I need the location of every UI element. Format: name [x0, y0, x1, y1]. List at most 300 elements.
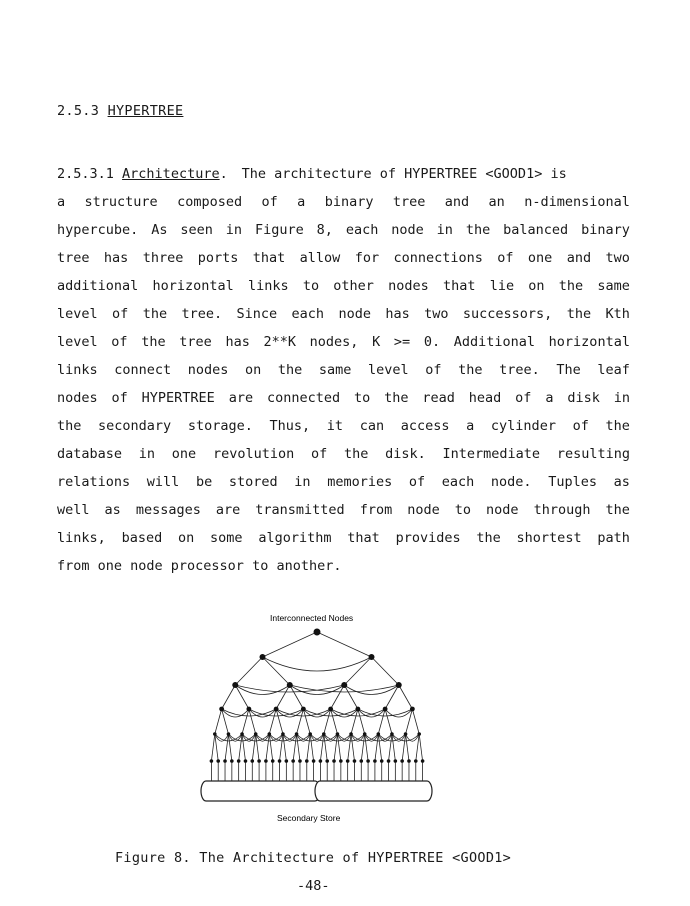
word: the	[343, 446, 369, 462]
tree-node	[383, 707, 388, 712]
tree-node	[336, 732, 340, 736]
tree-link	[348, 734, 351, 761]
word: on	[528, 278, 545, 294]
word: of	[408, 474, 426, 490]
word: an	[488, 194, 505, 210]
word: binary	[324, 194, 374, 210]
word: leaf	[597, 362, 630, 378]
tree-link	[222, 685, 236, 709]
tree-node	[407, 759, 411, 763]
tree-link	[280, 734, 283, 761]
word: of	[497, 250, 514, 266]
word: three	[142, 250, 184, 266]
horizontal-link	[269, 734, 283, 741]
tree-node	[308, 732, 312, 736]
word: has	[385, 306, 410, 322]
tree-node	[244, 759, 248, 763]
paragraph-line-9	[57, 384, 630, 412]
paragraph-line-12	[57, 468, 630, 496]
word: level	[57, 334, 98, 350]
word: tree	[392, 194, 426, 210]
tree-node	[216, 759, 220, 763]
paragraph-line-1-text: The architecture of HYPERTREE <GOOD1> is	[241, 166, 567, 182]
tree-link	[256, 734, 259, 761]
tree-node	[332, 759, 336, 763]
word: the	[458, 362, 483, 378]
word: node	[407, 502, 440, 518]
tree-node	[287, 682, 293, 688]
horizontal-link	[228, 734, 242, 741]
tree-link	[242, 734, 245, 761]
word: for	[354, 250, 380, 266]
tree-node	[404, 732, 408, 736]
disk-left	[201, 781, 320, 801]
word: allow	[299, 250, 341, 266]
word: of	[572, 418, 589, 434]
tree-link	[399, 685, 413, 709]
word: to	[302, 278, 320, 294]
tree-link	[228, 734, 231, 761]
word: node	[391, 222, 424, 238]
word: transmitted	[255, 502, 345, 518]
word: the	[465, 222, 491, 238]
tree-link	[365, 734, 368, 761]
tree-links	[211, 632, 422, 781]
word: the	[142, 306, 168, 322]
secondary-store-disks	[201, 781, 432, 801]
word: Figure	[254, 222, 304, 238]
horizontal-link	[351, 734, 365, 741]
word: connect	[114, 362, 172, 378]
word: binary	[581, 222, 630, 238]
word: a	[545, 390, 554, 406]
word: ports	[197, 250, 239, 266]
word: in	[294, 474, 311, 490]
word: the	[476, 530, 501, 546]
tree-node	[319, 759, 323, 763]
paragraph-line-3	[57, 216, 630, 244]
tree-link	[215, 734, 218, 761]
tree-link	[297, 734, 300, 761]
tree-link	[324, 734, 327, 761]
word: additional	[57, 278, 139, 294]
word: Intermediate	[442, 446, 541, 462]
tree-node	[219, 707, 224, 712]
tree-node	[240, 732, 244, 736]
tree-node	[264, 759, 268, 763]
word: the	[384, 390, 409, 406]
word: be	[195, 474, 213, 490]
word: the	[605, 502, 630, 518]
tree-link	[283, 734, 286, 761]
word: two	[605, 250, 630, 266]
word: well	[57, 502, 90, 518]
word: and	[566, 250, 592, 266]
horizontal-link	[324, 734, 338, 741]
tree-node	[325, 759, 329, 763]
horizontal-link	[283, 734, 297, 741]
word: in	[613, 390, 630, 406]
word: links	[57, 362, 98, 378]
tree-node	[410, 707, 415, 712]
tree-node	[359, 759, 363, 763]
tree-node	[278, 759, 282, 763]
word: horizontal	[548, 334, 630, 350]
paragraph-line-5	[57, 272, 630, 300]
tree-link	[406, 734, 409, 761]
tree-node	[237, 759, 241, 763]
tree-link	[276, 685, 290, 709]
paragraph-line-1: 2.5.3.1 Architecture . The architecture of HYPERTREE <GOOD1> is	[57, 160, 630, 188]
tree-nodes	[210, 629, 425, 763]
body-paragraph	[57, 160, 630, 580]
tree-node	[355, 707, 360, 712]
word: the	[57, 418, 82, 434]
paragraph-line-7	[57, 328, 630, 356]
word: disk	[567, 390, 600, 406]
word: K	[372, 334, 381, 350]
word: on	[245, 362, 262, 378]
tree-link	[337, 734, 340, 761]
word: balanced	[503, 222, 569, 238]
horizontal-link	[392, 734, 406, 741]
section-number: 2.5.3	[57, 103, 100, 119]
tree-node	[387, 759, 391, 763]
paragraph-line-2	[57, 188, 630, 216]
tree-link	[263, 657, 290, 685]
tree-node	[254, 732, 258, 736]
tree-link	[290, 685, 304, 709]
horizontal-link	[290, 685, 345, 695]
word: hypercube.	[57, 222, 139, 238]
tree-link	[310, 734, 313, 761]
word: 8,	[316, 222, 333, 238]
word: nodes	[57, 390, 98, 406]
tree-link	[361, 734, 364, 761]
word: Thus,	[269, 418, 311, 434]
word: are	[215, 502, 241, 518]
word: in	[436, 222, 453, 238]
tree-node	[295, 732, 299, 736]
word: as	[104, 502, 121, 518]
tree-node	[281, 732, 285, 736]
word: that	[252, 250, 286, 266]
word: as	[613, 474, 630, 490]
word: tree	[179, 334, 212, 350]
word: composed	[177, 194, 243, 210]
word: nodes	[388, 278, 429, 294]
horizontal-link	[235, 685, 290, 695]
word: path	[597, 530, 630, 546]
tree-node	[250, 759, 254, 763]
word: a	[57, 194, 66, 210]
tree-node	[271, 759, 275, 763]
word: horizontal	[152, 278, 234, 294]
word: tree	[57, 250, 90, 266]
tree-link	[392, 734, 395, 761]
tree-link	[416, 734, 419, 761]
word: of	[515, 390, 532, 406]
tree-node	[377, 732, 381, 736]
word: other	[333, 278, 374, 294]
word: a	[466, 418, 475, 434]
figure-caption: Figure 8. The Architecture of HYPERTREE <GOOD1>	[115, 850, 512, 866]
tree-link	[375, 734, 378, 761]
word: can	[359, 418, 385, 434]
tree-node	[230, 759, 234, 763]
tree-node	[346, 759, 350, 763]
tree-node	[314, 629, 321, 636]
paragraph-lines	[57, 188, 630, 580]
paragraph-line-10	[57, 412, 630, 440]
tree-link	[412, 709, 419, 734]
tree-node	[396, 682, 402, 688]
tree-node	[322, 732, 326, 736]
paragraph-line-4	[57, 244, 630, 272]
tree-link	[378, 734, 381, 761]
tree-node	[260, 654, 266, 660]
tree-link	[263, 632, 318, 657]
tree-node	[417, 732, 421, 736]
hypertree-figure	[190, 606, 450, 831]
horizontal-link	[310, 734, 324, 741]
paragraph-line-15: from one node processor to another.	[57, 558, 342, 574]
word: access	[400, 418, 450, 434]
tree-link	[239, 734, 242, 761]
tree-link	[351, 734, 354, 761]
tree-node	[223, 759, 227, 763]
word: HYPERTREE	[141, 390, 215, 406]
tree-node	[353, 759, 357, 763]
paragraph-line-14	[57, 524, 630, 552]
tree-node	[210, 759, 214, 763]
word: The	[556, 362, 581, 378]
word: Kth	[605, 306, 630, 322]
word: lie	[489, 278, 515, 294]
tree-node	[341, 682, 347, 688]
paragraph-line-6	[57, 300, 630, 328]
word: storage.	[187, 418, 253, 434]
tree-node	[400, 759, 404, 763]
section-heading	[57, 103, 183, 119]
word: stored	[228, 474, 278, 490]
word: seen	[180, 222, 213, 238]
word: database	[57, 446, 123, 462]
tree-node	[380, 759, 384, 763]
tree-link	[320, 734, 323, 761]
word: Additional	[453, 334, 536, 350]
tree-link	[389, 734, 392, 761]
tree-node	[257, 759, 261, 763]
word: and	[444, 194, 470, 210]
tree-node	[414, 759, 418, 763]
word: tree.	[499, 362, 540, 378]
word: same	[318, 362, 352, 378]
word: has	[103, 250, 129, 266]
word: memories	[327, 474, 393, 490]
tree-link	[211, 734, 214, 761]
word: each	[441, 474, 475, 490]
word: to	[454, 502, 472, 518]
word: links	[247, 278, 289, 294]
tree-node	[366, 759, 370, 763]
word: same	[597, 278, 630, 294]
word: the	[566, 306, 592, 322]
tree-node	[268, 732, 272, 736]
tree-node	[394, 759, 398, 763]
horizontal-link	[406, 734, 420, 741]
word: read	[422, 390, 455, 406]
tree-node	[421, 759, 425, 763]
tree-node	[285, 759, 289, 763]
tree-node	[213, 732, 217, 736]
word: that	[347, 530, 380, 546]
tree-link	[252, 734, 255, 761]
word: through	[533, 502, 591, 518]
horizontal-link	[242, 734, 256, 741]
word: 0.	[423, 334, 441, 350]
horizontal-link	[365, 734, 379, 741]
tree-link	[344, 685, 358, 709]
word: links,	[57, 530, 106, 546]
horizontal-link	[297, 734, 311, 741]
disk-right	[315, 781, 432, 801]
word: some	[210, 530, 243, 546]
word: the	[277, 362, 303, 378]
tree-node	[301, 707, 306, 712]
word: head	[468, 390, 502, 406]
tree-link	[235, 657, 262, 685]
word: to	[353, 390, 371, 406]
tree-link	[317, 632, 372, 657]
tree-node	[298, 759, 302, 763]
tree-link	[334, 734, 337, 761]
tree-link	[331, 685, 345, 709]
word: relations	[57, 474, 131, 490]
tree-node	[363, 732, 367, 736]
subsection-number: 2.5.3.1	[57, 166, 114, 182]
word: As	[151, 222, 168, 238]
horizontal-link	[256, 734, 270, 741]
word: based	[121, 530, 163, 546]
tree-node	[227, 732, 231, 736]
word: Tuples	[548, 474, 597, 490]
word: node	[486, 502, 519, 518]
figure-top-label: Interconnected Nodes	[270, 613, 354, 623]
tree-node	[312, 759, 316, 763]
word: of	[261, 194, 278, 210]
tree-link	[225, 734, 228, 761]
word: the	[605, 418, 630, 434]
word: the	[558, 278, 584, 294]
tree-node	[246, 707, 251, 712]
horizontal-link	[263, 657, 372, 671]
word: tree.	[181, 306, 223, 322]
paragraph-line-11	[57, 440, 630, 468]
word: each	[345, 222, 379, 238]
word: successors,	[462, 306, 553, 322]
word: each	[291, 306, 325, 322]
word: one	[171, 446, 197, 462]
figure-bottom-label: Secondary Store	[277, 813, 341, 823]
word: of	[310, 446, 328, 462]
word: algorithm	[258, 530, 332, 546]
tree-node	[390, 732, 394, 736]
paragraph-line-13	[57, 496, 630, 524]
word: of	[111, 334, 128, 350]
word: Since	[236, 306, 278, 322]
word: >=	[393, 334, 411, 350]
word: of	[425, 362, 442, 378]
word: resulting	[556, 446, 630, 462]
word: of	[112, 306, 129, 322]
word: level	[57, 306, 98, 322]
horizontal-link	[215, 734, 229, 741]
word: revolution	[212, 446, 295, 462]
tree-node	[328, 707, 333, 712]
subsection-title: Architecture	[122, 166, 220, 182]
tree-link	[269, 734, 272, 761]
word: node.	[490, 474, 532, 490]
tree-link	[419, 734, 422, 761]
paragraph-line-8	[57, 356, 630, 384]
word: two	[424, 306, 449, 322]
horizontal-link	[337, 734, 351, 741]
tree-node	[291, 759, 295, 763]
word: that	[442, 278, 476, 294]
word: shortest	[516, 530, 582, 546]
word: from	[359, 502, 393, 518]
word: nodes	[187, 362, 229, 378]
word: a	[297, 194, 306, 210]
tree-node	[349, 732, 353, 736]
tree-node	[274, 707, 279, 712]
word: structure	[84, 194, 158, 210]
word: provides	[395, 530, 461, 546]
tree-link	[307, 734, 310, 761]
word: of	[111, 390, 128, 406]
tree-node	[305, 759, 309, 763]
word: in	[225, 222, 243, 238]
tree-node	[232, 682, 238, 688]
word: are	[228, 390, 254, 406]
tree-node	[339, 759, 343, 763]
horizontal-link	[344, 685, 399, 695]
word: in	[138, 446, 156, 462]
word: level	[368, 362, 409, 378]
word: one	[527, 250, 553, 266]
word: node	[338, 306, 371, 322]
word: connections	[393, 250, 483, 266]
word: disk.	[385, 446, 426, 462]
tree-node	[373, 759, 377, 763]
tree-link	[344, 657, 371, 685]
word: connected	[266, 390, 341, 406]
tree-link	[215, 709, 222, 734]
word: on	[177, 530, 195, 546]
tree-node	[369, 654, 375, 660]
word: messages	[135, 502, 201, 518]
word: nodes,	[309, 334, 359, 350]
page-number: -48-	[297, 878, 330, 894]
tree-link	[293, 734, 296, 761]
tree-link	[235, 685, 249, 709]
word: the	[141, 334, 166, 350]
word: 2**K	[263, 334, 296, 350]
word: secondary	[98, 418, 172, 434]
tree-link	[372, 657, 399, 685]
word: cylinder	[490, 418, 556, 434]
